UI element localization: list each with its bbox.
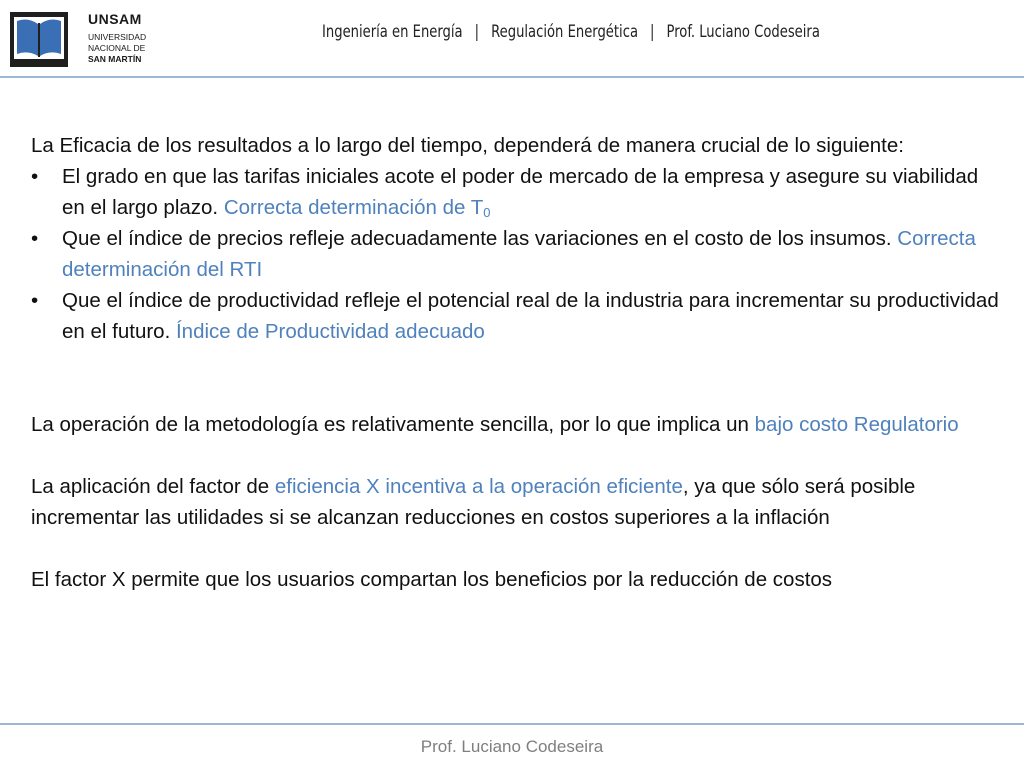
logo-line-2: NACIONAL DE [88,43,146,53]
bullet-text: Que el índice de productividad refleje el potencial real de la industria para incrementar su productividad en el futuro. [62,289,999,343]
bullet-marker: • [31,165,39,188]
header-title [322,22,820,42]
subscript: 0 [483,205,491,220]
header-divider [0,76,1024,78]
efficiency-highlight: eficiencia X incentiva a la operación eficiente [274,475,683,498]
bullet-highlight: Correcta determinación de $T_0$ [223,196,491,220]
logo-full-name [88,32,146,65]
intro-paragraph: La Eficacia de los resultados a lo largo del tiempo, dependerá de manera crucial de lo siguiente: [31,134,904,157]
methodology-paragraph: La operación de la metodología es relativamente sencilla, por lo que implica un bajo costo Regulatorio [31,413,959,436]
header-course: Ingeniería en Energía [322,22,463,42]
bullet-highlight: Índice de Productividad adecuado [175,320,485,343]
bullet-item [31,285,1006,347]
logo-abbr: UNSAM [88,11,142,27]
footer-divider [0,723,1024,725]
footer-text: Prof. Luciano Codeseira [420,737,604,756]
bullet-marker: • [31,227,39,250]
unsam-logo [10,12,155,67]
header-professor: Prof. Luciano Codeseira [666,22,820,42]
header-subject: Regulación Energética [491,22,639,42]
bullet-text: Que el índice de precios refleje adecuadamente las variaciones en el costo de los insumos. [62,227,892,250]
slide-content [31,130,1006,595]
bullet-highlight: Correcta determinación del RTI [62,227,976,281]
spacer [31,533,1006,564]
methodology-highlight: bajo costo Regulatorio [754,413,959,436]
logo-line-1: UNIVERSIDAD [88,32,147,42]
bullet-item [31,161,1006,223]
bullet-item [31,223,1006,285]
logo-line-3: SAN MARTÍN [88,54,142,64]
open-book-icon [10,12,68,67]
factor-x-paragraph: La aplicación del factor de eficiencia X incentiva a la operación eficiente, ya que sólo será posible incrementar las utilidades si se alcanzan reducciones en costos superiores a la inflación [31,475,916,529]
header-separator: | [474,22,480,42]
spacer [31,440,1006,471]
header-separator: | [650,22,655,42]
bullet-text: El grado en que las tarifas iniciales acote el poder de mercado de la empresa y asegure su viabilidad en el largo plazo. [62,165,979,219]
logo-text [88,12,146,65]
bullet-marker: • [31,289,39,312]
benefits-paragraph: El factor X permite que los usuarios compartan los beneficios por la reducción de costos [31,568,833,591]
bullet-list [31,161,1006,347]
spacer [31,347,1006,409]
